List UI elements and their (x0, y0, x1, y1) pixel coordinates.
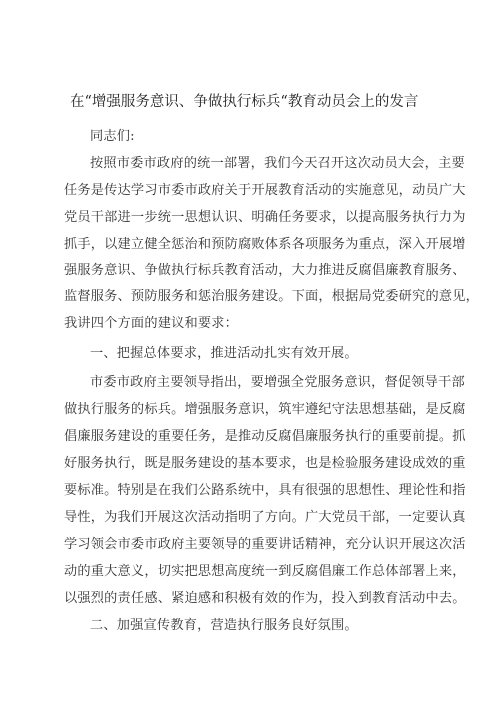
section-heading: 一、把握总体要求，推进活动扎实有效开展。 (90, 346, 358, 361)
paragraph-line: 党员干部进一步统一思想认识、明确任务要求，以提高服务执行力为 (64, 210, 466, 225)
salutation: 同志们: (90, 129, 135, 144)
paragraph-line: 导性，为我们开展这次活动指明了方向。广大党员干部，一定要认真 (64, 510, 466, 525)
section-heading: 二、加强宣传教育，营造执行服务良好氛围。 (90, 618, 358, 633)
paragraph-line: 以强烈的责任感、紧迫感和积极有效的作为，投入到教育活动中去。 (64, 591, 466, 606)
paragraph-line: 抓手，以建立健全惩治和预防腐败体系各项服务为重点，深入开展增 (64, 237, 466, 252)
paragraph-line: 任务是传达学习市委市政府关于开展教育活动的实施意见，动员广大 (64, 183, 466, 198)
paragraph-line: 动的重大意义，切实把思想高度统一到反腐倡廉工作总体部署上来， (64, 564, 466, 579)
paragraph-line: 做执行服务的标兵。增强服务意识，筑牢遵纪守法思想基础，是反腐 (64, 402, 466, 417)
paragraph-line: 监督服务、预防服务和惩治服务建设。下面，根据局党委研究的意见， (64, 289, 480, 304)
paragraph-line: 强服务意识、争做执行标兵教育活动，大力推进反腐倡廉教育服务、 (64, 263, 466, 278)
paragraph-line: 市委市政府主要领导指出，要增强全党服务意识，督促领导干部 (90, 375, 465, 390)
paragraph-line: 学习领会市委市政府主要领导的重要讲话精神，充分认识开展这次活 (64, 537, 466, 552)
paragraph-line: 好服务执行，既是服务建设的基本要求，也是检验服务建设成效的重 (64, 456, 466, 471)
paragraph-line: 要标准。特别是在我们公路系统中，具有很强的思想性、理论性和指 (64, 483, 466, 498)
paragraph-line: 我讲四个方面的建议和要求： (64, 316, 239, 331)
paragraph-line: 按照市委市政府的统一部署，我们今天召开这次动员大会，主要 (90, 156, 465, 171)
document-title: 在“增强服务意识、争做执行标兵“教育动员会上的发言 (70, 94, 419, 110)
paragraph-line: 倡廉服务建设的重要任务，是推动反腐倡廉服务执行的重要前提。抓 (64, 429, 466, 444)
